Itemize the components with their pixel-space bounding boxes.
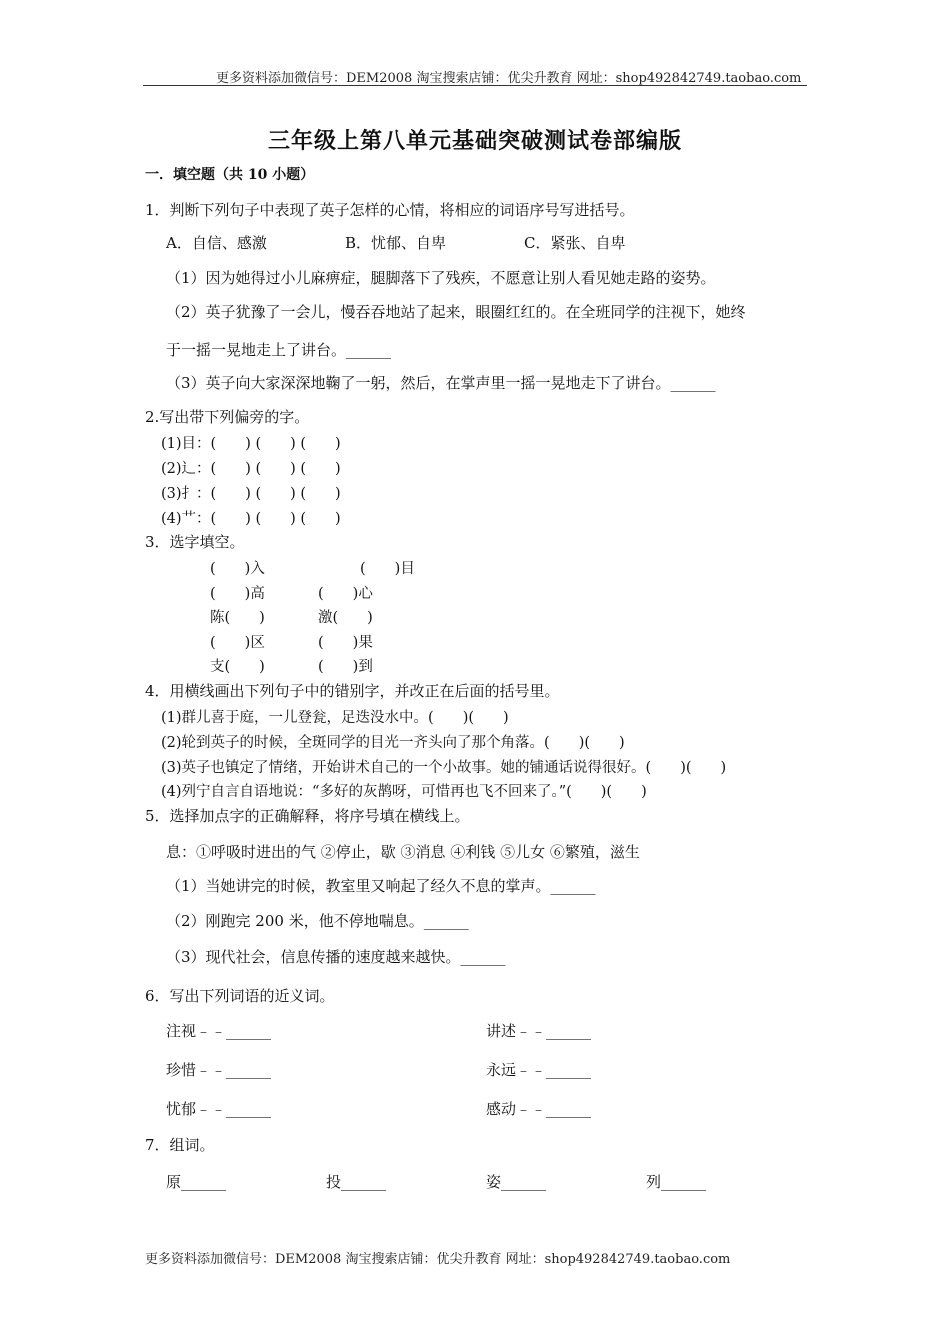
q6-item: 讲述﹣﹣______: [486, 1022, 592, 1040]
question-3-stem: 3．选字填空。: [145, 533, 245, 551]
q7-item: 原______: [166, 1173, 227, 1191]
q1-sentence-3: （3）英子向大家深深地鞠了一躬，然后，在掌声里一摇一晃地走下了讲台。______: [166, 374, 716, 392]
q6-item: 永远﹣﹣______: [486, 1061, 592, 1079]
question-5-stem: 5．选择加点字的正确解释，将序号填在横线上。: [145, 807, 470, 825]
q4-row: (4)列宁自言自语地说：“多好的灰鹊呀，可惜再也飞不回来了。”( )( ): [161, 784, 647, 800]
q3-item: ( )果: [318, 635, 373, 651]
q5-definitions: 息：①呼吸时进出的气 ②停止，歇 ③消息 ④利钱 ⑤儿女 ⑥繁殖，滋生: [166, 843, 640, 861]
q1-option-a: A．自信、感激: [166, 234, 267, 252]
question-1-stem: 1．判断下列句子中表现了英子怎样的心情，将相应的词语序号写进括号。: [145, 201, 635, 219]
q4-row: (3)英子也镇定了情绪，开始讲术自己的一个小故事。她的铺通话说得很好。( )( ): [161, 760, 727, 776]
q5-sentence-2: （2）刚跑完 200 米，他不停地喘息。______: [166, 912, 469, 930]
q1-sentence-2: （2）英子犹豫了一会儿，慢吞吞地站了起来，眼圈红红的。在全班同学的注视下，她终: [166, 303, 746, 321]
q3-item: ( )到: [318, 659, 373, 675]
header-divider: [143, 85, 807, 86]
page-header: 更多资料添加微信号：DEM2008 淘宝搜索店铺：优尖升教育 网址：shop492842749.taobao.com: [216, 71, 802, 86]
q3-item: ( )高: [210, 586, 265, 602]
question-7-stem: 7．组词。: [145, 1136, 215, 1154]
q3-item: ( )区: [210, 635, 265, 651]
q5-sentence-3: （3）现代社会，信息传播的速度越来越快。______: [166, 948, 506, 966]
q6-item: 感动﹣﹣______: [486, 1100, 592, 1118]
q7-item: 姿______: [486, 1173, 547, 1191]
q4-row: (1)群儿喜于庭，一儿登瓮，足迭没水中。( )( ): [161, 710, 509, 726]
page-title: 三年级上第八单元基础突破测试卷部编版: [267, 128, 682, 154]
q3-item: ( )入: [210, 561, 265, 577]
q1-sentence-1: （1）因为她得过小儿麻痹症，腿脚落下了残疾，不愿意让别人看见她走路的姿势。: [166, 269, 716, 287]
q3-item: ( )目: [360, 561, 415, 577]
q3-item: 支( ): [210, 659, 265, 675]
q3-item: 陈( ): [210, 610, 265, 626]
q6-item: 注视﹣﹣______: [166, 1022, 272, 1040]
section-heading: 一．填空题（共 10 小题）: [145, 167, 315, 183]
q7-item: 投______: [326, 1173, 387, 1191]
question-2-stem: 2.写出带下列偏旁的字。: [145, 408, 310, 426]
q7-item: 列______: [646, 1173, 707, 1191]
question-4-stem: 4．用横线画出下列句子中的错别字，并改正在后面的括号里。: [145, 682, 560, 700]
q2-row: (1)目：( ) ( ) ( ): [161, 436, 341, 452]
q1-sentence-2-cont: 于一摇一晃地走上了讲台。______: [166, 341, 392, 359]
q3-item: ( )心: [318, 586, 373, 602]
question-6-stem: 6．写出下列词语的近义词。: [145, 987, 335, 1005]
q4-row: (2)轮到英子的时候，全斑同学的目光一齐头向了那个角落。( )( ): [161, 735, 625, 751]
q5-sentence-1: （1）当她讲完的时候，教室里又响起了经久不息的掌声。______: [166, 877, 596, 895]
q2-row: (4)艹：( ) ( ) ( ): [161, 511, 341, 527]
q6-item: 忧郁﹣﹣______: [166, 1100, 272, 1118]
q2-row: (2)辶：( ) ( ) ( ): [161, 461, 341, 477]
page-footer: 更多资料添加微信号：DEM2008 淘宝搜索店铺：优尖升教育 网址：shop492842749.taobao.com: [145, 1252, 731, 1267]
q2-row: (3)扌：( ) ( ) ( ): [161, 486, 341, 502]
q6-item: 珍惜﹣﹣______: [166, 1061, 272, 1079]
q3-item: 激( ): [318, 610, 373, 626]
q1-option-b: B．忧郁、自卑: [345, 234, 447, 252]
q1-option-c: C．紧张、自卑: [524, 234, 626, 252]
